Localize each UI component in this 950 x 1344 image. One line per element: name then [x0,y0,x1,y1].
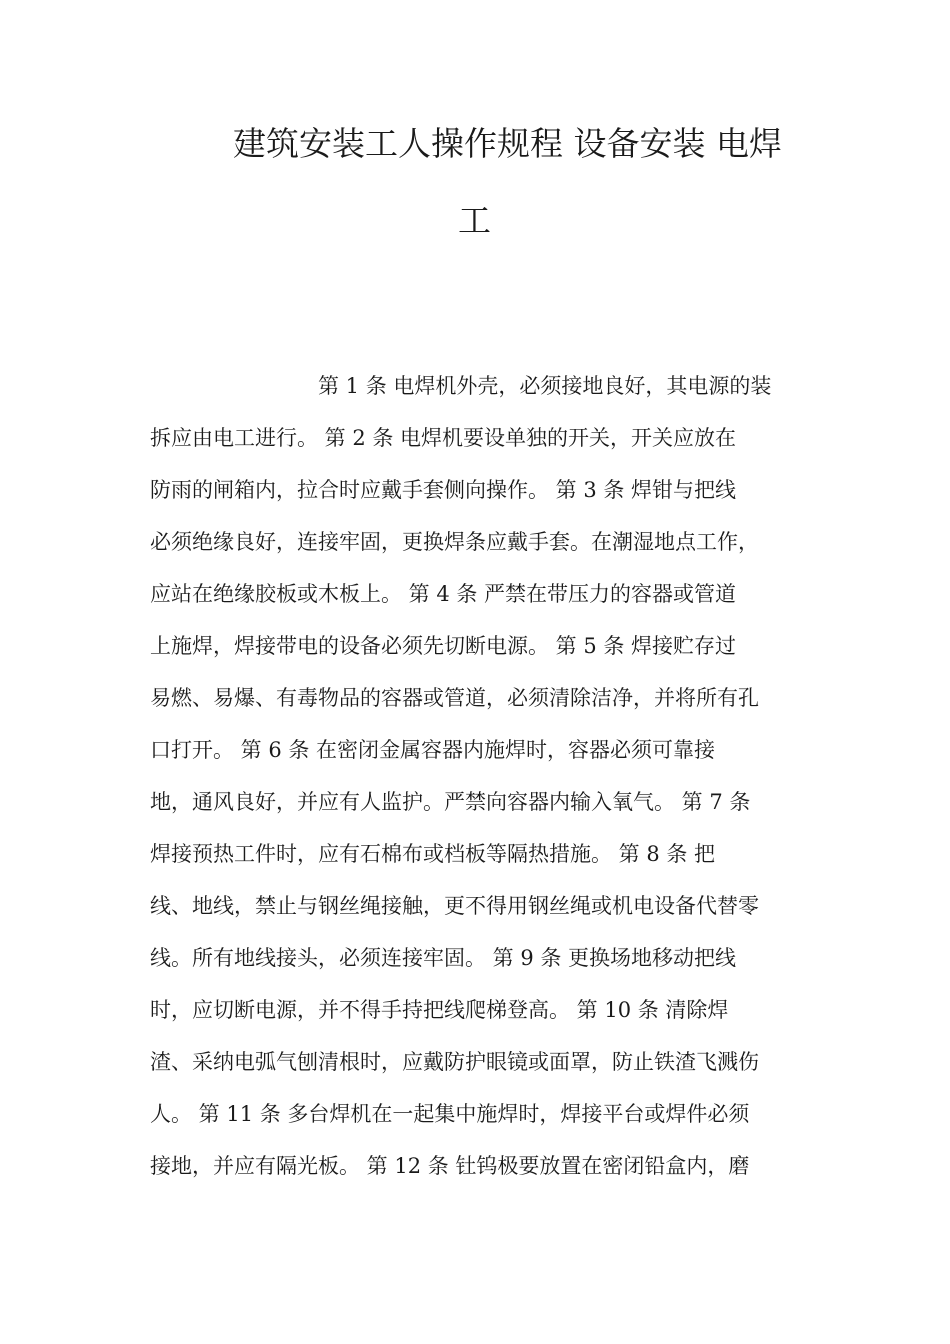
document-title-line-2: 工 [458,201,491,240]
body-line-1: 第 1 条 电焊机外壳，必须接地良好，其电源的装 [318,374,772,398]
body-line-8: 口打开。 第 6 条 在密闭金属容器内施焊时，容器必须可靠接 [150,738,716,762]
body-line-2: 拆应由电工进行。 第 2 条 电焊机要设单独的开关，开关应放在 [150,426,737,450]
document-title-line-1: 建筑安装工人操作规程 设备安装 电焊 [233,124,782,163]
body-line-14: 渣、采纳电弧气刨清根时，应戴防护眼镜或面罩，防止铁渣飞溅伤 [150,1050,759,1074]
body-line-3: 防雨的闸箱内，拉合时应戴手套侧向操作。 第 3 条 焊钳与把线 [150,478,737,502]
body-line-6: 上施焊，焊接带电的设备必须先切断电源。 第 5 条 焊接贮存过 [150,634,737,658]
body-line-10: 焊接预热工件时，应有石棉布或档板等隔热措施。 第 8 条 把 [150,842,716,866]
body-line-5: 应站在绝缘胶板或木板上。 第 4 条 严禁在带压力的容器或管道 [150,582,737,606]
body-line-11: 线、地线，禁止与钢丝绳接触，更不得用钢丝绳或机电设备代替零 [150,894,759,918]
body-line-16: 接地，并应有隔光板。 第 12 条 钍钨极要放置在密闭铅盒内，磨 [150,1154,750,1178]
body-line-15: 人。 第 11 条 多台焊机在一起集中施焊时，焊接平台或焊件必须 [150,1102,750,1126]
body-line-13: 时，应切断电源，并不得手持把线爬梯登高。 第 10 条 清除焊 [150,998,729,1022]
body-line-4: 必须绝缘良好，连接牢固，更换焊条应戴手套。在潮湿地点工作， [150,530,759,554]
body-line-12: 线。所有地线接头，必须连接牢固。 第 9 条 更换场地移动把线 [150,946,737,970]
body-line-9: 地，通风良好，并应有人监护。严禁向容器内输入氧气。 第 7 条 [150,790,751,814]
body-line-7: 易燃、易爆、有毒物品的容器或管道，必须清除洁净，并将所有孔 [150,686,759,710]
